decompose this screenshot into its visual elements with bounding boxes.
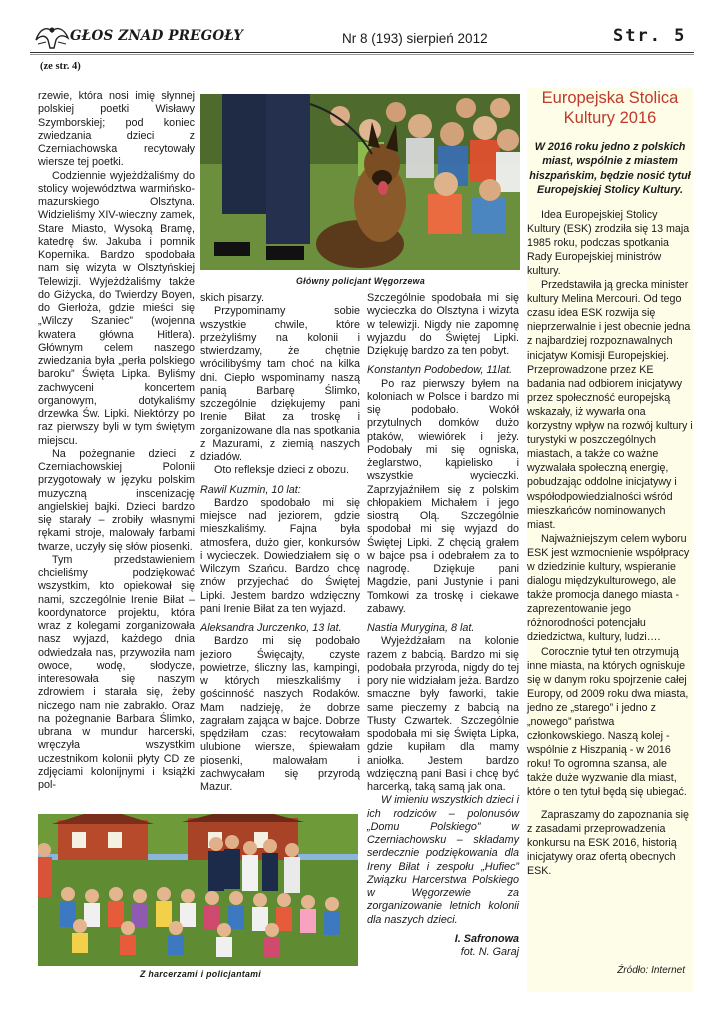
photo-police-dog <box>200 94 520 270</box>
reflection-author: Konstantyn Podobedow, 11lat. <box>367 364 513 377</box>
photo-credit: fot. N. Garaj <box>460 946 519 958</box>
masthead-title: GŁOS ZNAD PREGOŁY <box>70 28 244 44</box>
photo-group-scouts <box>38 814 358 966</box>
spacer <box>527 800 693 808</box>
closing-thanks: W imieniu wszystkich dzieci i ich rodziców – polonusów „Domu Polskiego” w Czerniachowsku – składamy serdecznie podziękowania dla Ireny Biłat i zespołu „Hufiec” Związku Harcerstwa Polskiego w Węgorzewie za zorganizowanie letnich kolonii dla naszych dzieci. <box>367 794 519 926</box>
header-rule-thin <box>30 54 694 55</box>
signature-block <box>367 933 519 960</box>
sidebar-paragraph: Corocznie tytuł ten otrzymują inne miasta, na których ogniskuje się w danym roku spojrzenie całej Europy, od 2009 roku dwa miasta, jedno ze „starego” i jedno z „nowego” państwa członkowskiego. Naszą kolej - wspólnie z Hiszpanią - w 2016 roku! To ogromna szansa, ale także duże wyzwanie dla miast, które o ten tytuł będą się ubiegać. <box>527 645 689 799</box>
eagle-logo-icon <box>32 20 72 54</box>
paragraph: Oto refleksje dzieci z obozu. <box>214 464 350 477</box>
continued-from-note: (ze str. 4) <box>40 61 81 72</box>
paragraph: rzewie, która nosi imię słynnej polskiej poetki Wisławy Szymborskiej; pod koniec zwiedzania dzieci z Czerniachowska recytowały wiersze tej poetki. <box>38 90 195 169</box>
sidebar-lead: W 2016 roku jedno z polskich miast, wspólnie z miastem hiszpańskim, będzie nosić tytuł Europejskiej Stolicy Kultury. <box>529 141 691 197</box>
paragraph: Codziennie wyjeżdżaliśmy do stolicy województwa warmińsko-mazurskiego Olsztyna. Widzieliśmy XIV-wieczny zamek, Stare Miasto, Wysoką Bramę, katedrę św. Jakuba i pomnik Kopernika. Bardzo spodobała nam się wizyta w Olsztyńskiej Telewizji. Wyjeżdżaliśmy także do Giżycka, do Twierdzy Boyen, do Gierłoża, gdzie mieści się „Wilczy Szaniec” (wojenna kwatera główna Hitlera). Głównym celem naszego zwiedzania była „perła polskiego baroku” Święta Lipka. Byliśmy zachwyceni koncertem organowym, dotykaliśmy drzewka Św. Lipki. Niektórzy po raz pierwszy byli w tym świętym miejscu. <box>38 169 195 447</box>
sidebar-paragraph: Najważniejszym celem wyboru ESK jest wzmocnienie współpracy w dziedzinie kultury, wspieranie dialogu międzykulturowego, ale także promocja danego miasta - zaprezentowanie jego różnorodności potencjału dziedzictwa, kultury, ludzi…. <box>527 532 690 644</box>
article-column-2 <box>200 292 360 794</box>
article-column-1 <box>38 90 195 792</box>
paragraph: Na pożegnanie dzieci z Czerniachowskiej Polonii przygotowały w języku polskim muzyczną inscenizację angielskiej bajki. Dzieci bardzo się starały – zrobiły własnymi rękami stroje, malowały farbami twarze, uczyły się słów piosenki. <box>38 447 195 553</box>
paragraph: Bardzo spodobało mi się miejsce nad jeziorem, gdzie mieszkaliśmy. Fajna była atmosfera, dużo gier, konkursów i wycieczek. Dowiedziałem się o Wilczym Szańcu. Bardzo chcę znów przyjechać do Świętej Lipki. Jestem bardzo wdzięczny pani Irenie Biłat za ten wyjazd. <box>200 496 360 615</box>
sidebar-body <box>527 208 693 878</box>
sidebar-paragraph: Zapraszamy do zapoznania się z zasadami przeprowadzenia konkursu na ESK 2016, historią inicjatywy oraz ofertą obecnych ESK. <box>527 808 689 877</box>
reflection-author: Nastia Murygina, 8 lat. <box>367 622 475 634</box>
reflection-author: Rawil Kuzmin, 10 lat: <box>200 483 301 496</box>
photo-caption-top: Główny policjant Węgorzewa <box>296 276 426 286</box>
sidebar-esk-2016 <box>527 88 693 992</box>
paragraph: Po raz pierwszy byłem na koloniach w Polsce i bardzo mi się podobało. Wokół przytulnych domków dużo ptaków, wiewiórek i jeży. Podobały mi się ogniska, żeglarstwo, kąpielisko i wszystkie wycieczki. Zaprzyjaźniłem się z polskim chłopakiem Michałem i jego siostrą Olą. Szczególnie spodobał mi się wyjazd do Świętej Lipki. Z chęcią grałem w bajce psa i odebrałem za to nagrodę. Dziękuje pani Magdzie, pani Justynie i pani Tomkowi za troskę i ciekawe zabawy. <box>367 377 519 615</box>
paragraph: Bardzo mi się podobało jezioro Święcajty, czyste powietrze, śliczny las, kampingi, w których mieszkaliśmy i gościnność naszych Rodaków. Mam nadzieję, że dobrze zagrałam zająca w bajce. Dobrze spędziłam czas: recytowałam ulubione wiersze, śpiewałam piosenki, malowałam i zachwycałam się przyrodą Mazur. <box>200 635 360 793</box>
paragraph: Wyjeżdżałam na kolonie razem z babcią. Bardzo mi się podobała przyroda, nigdy do tej pory nie widziałam jeża. Bardzo smaczne były faworki, takie same pieczemy z babcią na Tłusty Czwartek. Szczególnie spodobała mi się Święta Lipka, gdzie kupiłam dla mamy aniołka. Jestem bardzo wdzięczną pani Basi i chcę być harcerką, taką samą jak ona. <box>367 635 519 793</box>
header-rule <box>30 52 694 53</box>
issue-number: Nr 8 (193) sierpień 2012 <box>342 31 488 46</box>
author-name: I. Safronowa <box>454 932 519 945</box>
reflection-author: Aleksandra Jurczenko, 13 lat. <box>200 622 342 634</box>
paragraph: Przypominamy sobie wszystkie chwile, które przeżyliśmy na kolonii i stwierdzamy, że chętnie wrócilibyśmy tam choć na kilka dni. Ciepło wspominamy naszą panią Barbarę Ślimko, szczególnie dziękujemy pani Irenie Biłat za troskę i zorganizowane dla nas spotkania z Mazurami, z ziemią naszych dziadów. <box>200 305 360 463</box>
sidebar-paragraph: Przedstawiła ją grecka minister kultury Melina Mercouri. Od tego czasu idea ESK rozwija się nieprzerwalnie i jest obecnie jedna z najbardziej rozpoznawalnych inicjatyw Komisji Europejskiej. Przeprowadzone przez KE badania nad odbiorem inicjatywy przez społeczność europejską wskazały, iż wywarła ona korzystny wpływ na rozwój kultury i turystyki w poszczególnych miastach, a także co ważne wyzwalała społeczną energię, pobudzając oddolne inicjatywy i współodpowiedzialności wśród mieszkańców nominowanych miast. <box>527 279 693 531</box>
article-column-3 <box>367 292 519 959</box>
paragraph: Szczególnie spodobała mi się wycieczka do Olsztyna i wizyta w telewizji. Nigdy nie zapomnę wyjazdu do Świętej Lipki. Dziękuję bardzo za ten pobyt. <box>367 292 519 357</box>
sidebar-title: Europejska Stolica Kultury 2016 <box>541 89 679 127</box>
paragraph: Tym przedstawieniem chcieliśmy podziękować wszystkim, kto opiekował się nami, szczególnie Irenie Biłat – koordynatorce projektu, która wraz z kolegami zorganizowała nasz wyjazd, każdego dnia odwiedzała nas, przywoziła nam owoce, wodę, słodycze, interesowała się naszym zdrowiem i starała się, żeby niczego nam nie zabrakło. Oraz na pożegnanie Barbara Ślimko, ubrana w mundur harcerski, wręczyła wszystkim uczestnikom kolonii płyty CD ze zdjęciami kolonijnymi i książki pol- <box>38 553 195 791</box>
photo-caption-bottom: Z harcerzami i policjantami <box>140 969 262 979</box>
paragraph: skich pisarzy. <box>200 292 264 304</box>
sidebar-paragraph: Idea Europejskiej Stolicy Kultury (ESK) zrodziła się 13 maja 1985 roku, podczas spotkania Rady Europejskiej ministrów kultury. <box>527 208 690 277</box>
page-number: Str. 5 <box>613 26 687 46</box>
page-header <box>30 20 694 54</box>
sidebar-source: Źródło: Internet <box>617 965 685 976</box>
